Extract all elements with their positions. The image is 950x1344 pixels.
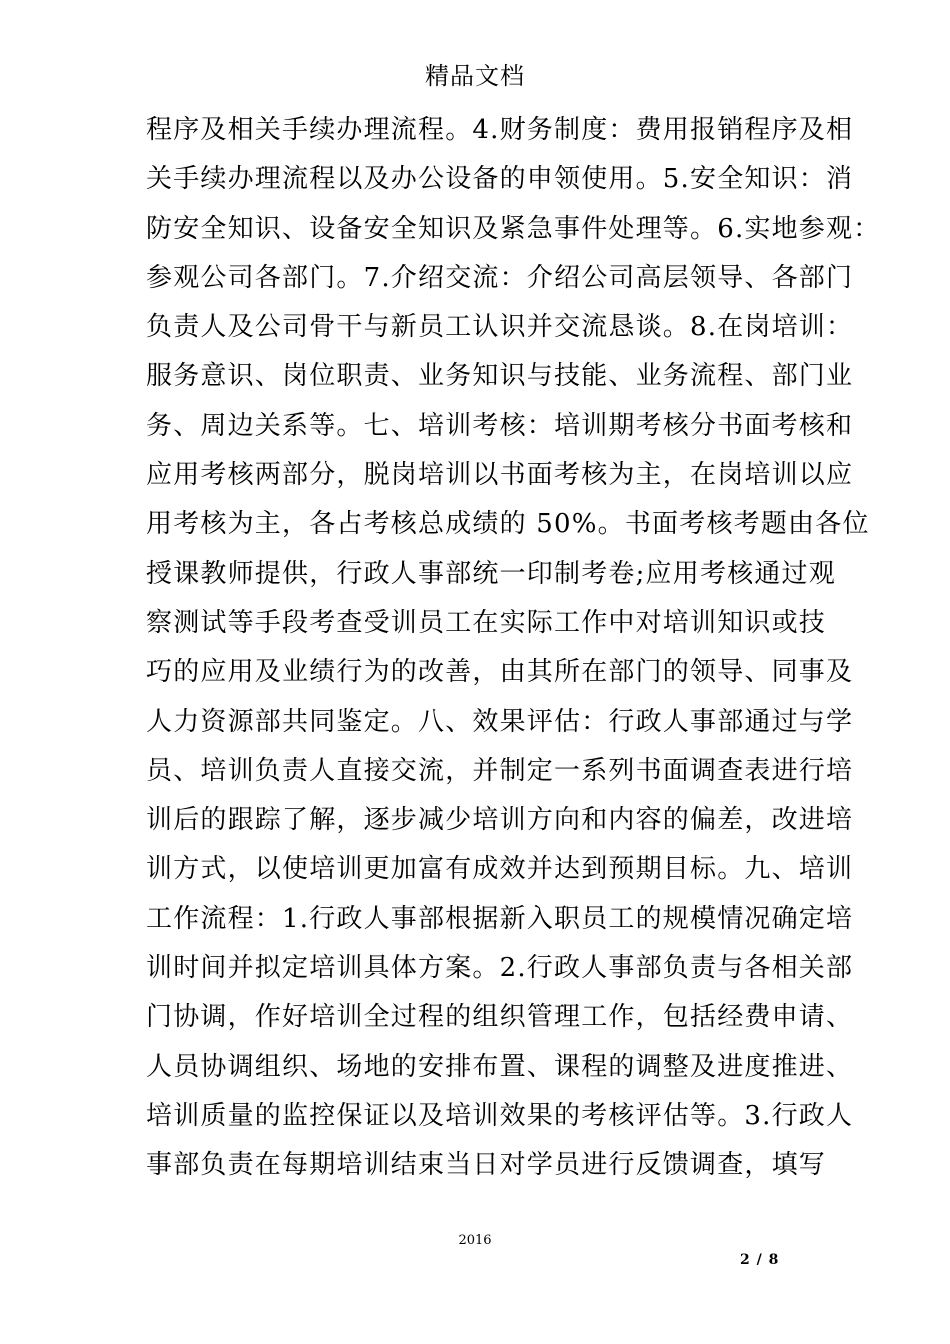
body-line: 关手续办理流程以及办公设备的申领使用。5.安全知识：消: [146, 164, 854, 195]
body-line: 授课教师提供，行政人事部统一印制考卷;应用考核通过观: [146, 558, 836, 589]
body-line: 训方式，以使培训更加富有成效并达到预期目标。九、培训: [146, 854, 854, 885]
body-line: 应用考核两部分，脱岗培训以书面考核为主，在岗培训以应: [146, 460, 854, 491]
body-line: 务、周边关系等。七、培训考核：培训期考核分书面考核和: [146, 410, 854, 441]
body-line: 人力资源部共同鉴定。八、效果评估：行政人事部通过与学: [146, 706, 854, 737]
body-line: 服务意识、岗位职责、业务知识与技能、业务流程、部门业: [146, 361, 854, 392]
body-line: 察测试等手段考查受训员工在实际工作中对培训知识或技: [146, 607, 827, 638]
body-line: 程序及相关手续办理流程。4.财务制度：费用报销程序及相: [146, 115, 854, 145]
body-line: 巧的应用及业绩行为的改善，由其所在部门的领导、同事及: [146, 657, 854, 688]
body-line: 培训质量的监控保证以及培训效果的考核评估等。3.行政人: [146, 1100, 854, 1131]
page-header-title: 精品文档: [425, 62, 525, 90]
body-line: 人员协调组织、场地的安排布置、课程的调整及进度推进、: [146, 1051, 854, 1082]
body-line: 事部负责在每期培训结束当日对学员进行反馈调查，填写: [146, 1150, 827, 1181]
body-line: 训后的跟踪了解，逐步减少培训方向和内容的偏差，改进培: [146, 805, 854, 836]
footer-year: 2016: [458, 1233, 492, 1248]
body-line: 参观公司各部门。7.介绍交流：介绍公司高层领导、各部门: [146, 262, 854, 293]
body-line: 门协调，作好培训全过程的组织管理工作，包括经费申请、: [146, 1002, 854, 1033]
body-line: 工作流程：1.行政人事部根据新入职员工的规模情况确定培: [146, 903, 854, 934]
body-line: 用考核为主，各占考核总成绩的 50%。书面考核考题由各位: [146, 509, 870, 540]
body-line: 防安全知识、设备安全知识及紧急事件处理等。6.实地参观：: [146, 213, 881, 244]
body-line: 负责人及公司骨干与新员工认识并交流恳谈。8.在岗培训：: [146, 312, 854, 343]
page-number: 2 / 8: [740, 1252, 780, 1268]
body-line: 员、培训负责人直接交流，并制定一系列书面调查表进行培: [146, 755, 854, 786]
body-line: 训时间并拟定培训具体方案。2.行政人事部负责与各相关部: [146, 953, 854, 984]
document-body: [146, 106, 881, 1191]
